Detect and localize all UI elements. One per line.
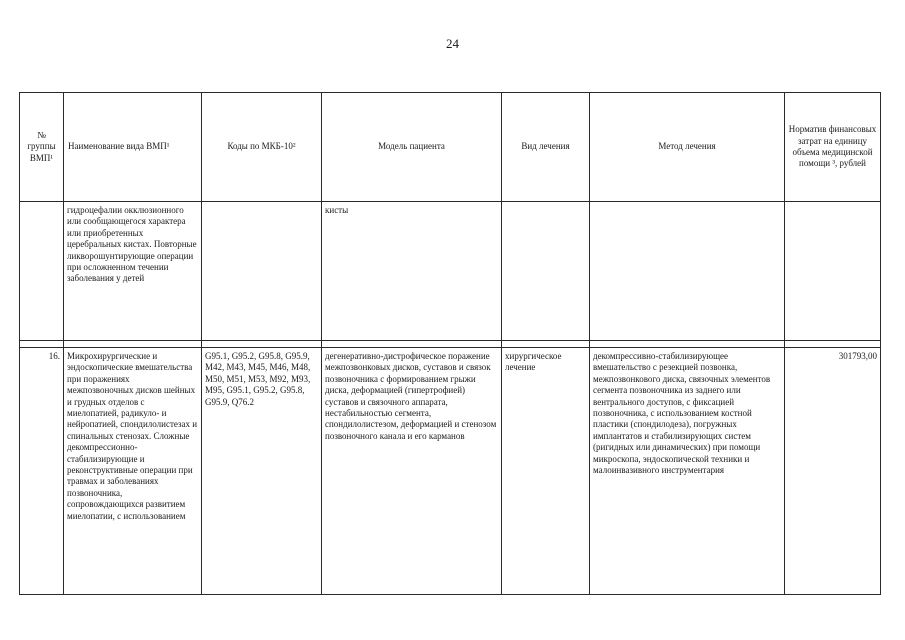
cell-cost-standard: 301793,00: [785, 348, 881, 595]
spacer-cell: [502, 341, 590, 348]
cell-patient-model: дегенеративно-дистрофическое поражение межпозвонковых дисков, суставов и связок позвоночника с формированием грыжи диска, деформацией (гипертрофией) суставов и связочного аппарата, нестабильностью сегмента, спондилолистезом, деформацией и стенозом позвоночного канала и его карманов: [322, 348, 502, 595]
cell-treatment-type: [502, 202, 590, 341]
cell-treatment-type: хирургическое лечение: [502, 348, 590, 595]
spacer-cell: [20, 341, 64, 348]
cell-vmp-name: гидроцефалии окклюзионного или сообщающегося характера или приобретенных церебральных кистах. Повторные ликворошунтирующие операции при осложненном течении заболевания у детей: [64, 202, 202, 341]
spacer-cell: [64, 341, 202, 348]
spacer-cell: [590, 341, 785, 348]
spacer-cell: [785, 341, 881, 348]
header-vmp-name: Наименование вида ВМП¹: [64, 93, 202, 202]
table-row: [20, 348, 881, 595]
header-treatment-type: Вид лечения: [502, 93, 590, 202]
header-patient-model: Модель пациента: [322, 93, 502, 202]
cell-vmp-name: Микрохирургические и эндоскопические вмешательства при поражениях межпозвоночных дисков шейных и грудных отделов с миелопатией, радикуло- и нейропатией, спондилолистезах и спинальных стенозах. Сложные декомпрессионно-стабилизирующие и реконструктивные операции при травмах и заболеваниях позвоночника, сопровождающихся развитием миелопатии, с использованием: [64, 348, 202, 595]
cell-icd-codes: [202, 202, 322, 341]
table-row-spacer: [20, 341, 881, 348]
cell-cost-standard: [785, 202, 881, 341]
spacer-cell: [322, 341, 502, 348]
cell-group-number: 16.: [20, 348, 64, 595]
header-icd-codes: Коды по МКБ-10²: [202, 93, 322, 202]
cell-treatment-method: декомпрессивно-стабилизирующее вмешательство с резекцией позвонка, межпозвонкового диска, связочных элементов сегмента позвоночника из заднего или вентрального доступов, с фиксацией позвоночника, с использованием костной пластики (спондилодеза), погружных имплантатов и стабилизирующих систем (ригидных или динамических) при помощи микроскопа, эндоскопической техники и малоинвазивного инструментария: [590, 348, 785, 595]
vmp-table: [19, 92, 881, 595]
table-header-row: [20, 93, 881, 202]
cell-group-number: [20, 202, 64, 341]
header-cost-standard: Норматив финансовых затрат на единицу объема медицинской помощи ³, рублей: [785, 93, 881, 202]
cell-icd-codes: G95.1, G95.2, G95.8, G95.9, M42, M43, M45, M46, M48, M50, M51, M53, M92, M93, M95, G95.1, G95.2, G95.8, G95.9, Q76.2: [202, 348, 322, 595]
spacer-cell: [202, 341, 322, 348]
header-group-number: № группы ВМП¹: [20, 93, 64, 202]
page-number: 24: [446, 36, 459, 51]
table-row: [20, 202, 881, 341]
cell-treatment-method: [590, 202, 785, 341]
cell-patient-model: кисты: [322, 202, 502, 341]
header-treatment-method: Метод лечения: [590, 93, 785, 202]
